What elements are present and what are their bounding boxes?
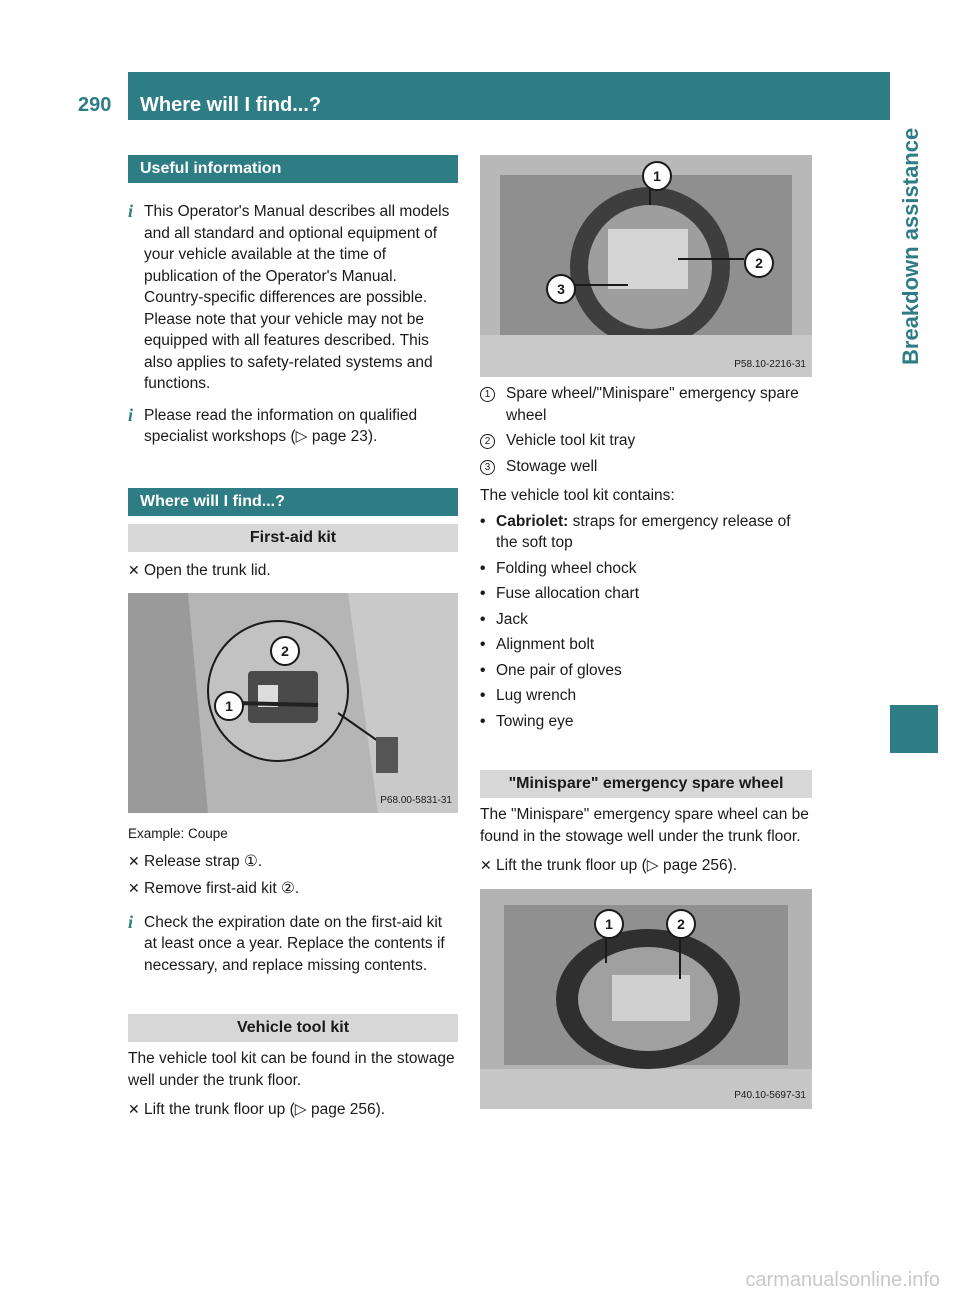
step-arrow-icon: ✕	[128, 1101, 140, 1117]
legend-text: Stowage well	[506, 457, 598, 475]
callout-2: 2	[270, 636, 300, 666]
step-arrow-icon: ✕	[128, 880, 140, 896]
subsection-heading-tool-kit: Vehicle tool kit	[128, 1014, 458, 1042]
tool-kit-text: The vehicle tool kit can be found in the stowage well under the trunk floor.	[128, 1050, 455, 1089]
instruction-step	[128, 560, 458, 582]
list-item	[480, 558, 812, 580]
bullet-icon: •	[480, 687, 486, 704]
instruction-step	[128, 851, 458, 873]
step-text: Open the trunk lid.	[144, 561, 271, 579]
info-note	[128, 912, 458, 977]
list-item	[480, 685, 812, 707]
list-item	[480, 711, 812, 733]
instruction-step	[480, 855, 812, 877]
step-arrow-icon: ✕	[128, 852, 140, 869]
step-arrow-icon: ✕	[480, 857, 492, 873]
minispare-text: The "Minispare" emergency spare wheel can be found in the stowage well under the trunk floor.	[480, 806, 809, 845]
section-heading-useful-information: Useful information	[128, 155, 458, 183]
info-text: Please read the information on qualified specialist workshops (▷ page 23).	[144, 406, 418, 445]
info-note	[128, 201, 458, 395]
bullet-icon: •	[480, 585, 486, 602]
list-item	[480, 634, 812, 656]
number-3-icon: 3	[480, 460, 495, 475]
step-text: Remove first-aid kit ②.	[144, 880, 300, 897]
bullet-icon: •	[480, 661, 486, 679]
list-item-text: One pair of gloves	[496, 661, 622, 679]
list-item-text: Towing eye	[496, 712, 574, 730]
list-item-text: Folding wheel chock	[496, 559, 637, 577]
list-item-text: Alignment bolt	[496, 636, 595, 653]
trunk-illustration	[128, 593, 458, 813]
legend-item	[480, 430, 812, 452]
callout-2: 2	[744, 248, 774, 278]
minispare-photo	[480, 889, 812, 1109]
watermark: carmanualsonline.info	[745, 1269, 940, 1291]
list-item-text: straps for emergency release of the soft top	[496, 512, 791, 551]
tool-kit-contents-list	[480, 511, 812, 733]
info-text: This Operator's Manual describes all models and all standard and optional equipment of your vehicle available at the time of publication of the Operator's Manual. Country-specific differences are possible. Please note that your vehicle may not be equipped with all features described. This also applies to safety-related systems and functions.	[144, 203, 450, 392]
callout-2: 2	[666, 909, 696, 939]
instruction-step	[128, 878, 458, 900]
bullet-icon: •	[480, 559, 486, 577]
list-item-label: Cabriolet:	[496, 512, 569, 530]
list-item	[480, 609, 812, 631]
photo-code: P58.10-2216-31	[734, 358, 806, 370]
page-number: 290	[78, 94, 112, 116]
list-item-text: Fuse allocation chart	[496, 585, 640, 602]
legend-list	[480, 383, 812, 477]
bullet-icon: •	[480, 610, 486, 628]
legend-text: Vehicle tool kit tray	[506, 432, 636, 449]
info-text: Check the expiration date on the first-aid kit at least once a year. Replace the contents if necessary, and replace missing contents.	[144, 913, 445, 974]
first-aid-kit-photo	[128, 593, 458, 813]
left-column	[128, 155, 458, 1121]
bullet-icon: •	[480, 712, 486, 730]
step-text: Lift the trunk floor up (▷ page 256).	[496, 857, 738, 874]
photo-code: P68.00-5831-31	[380, 794, 452, 806]
page-title: Where will I find...?	[140, 94, 322, 116]
callout-3: 3	[546, 274, 576, 304]
legend-text: Spare wheel/"Minispare" emergency spare wheel	[506, 385, 799, 424]
right-column	[480, 155, 812, 1109]
list-item-text: Lug wrench	[496, 687, 577, 704]
info-icon: i	[128, 911, 134, 932]
list-item	[480, 583, 812, 605]
callout-1: 1	[594, 909, 624, 939]
side-tab-marker	[890, 705, 938, 753]
instruction-step	[128, 1099, 458, 1121]
info-icon: i	[128, 201, 134, 221]
photo-caption: Example: Coupe	[128, 826, 228, 841]
list-item	[480, 511, 812, 554]
spare-wheel-illustration	[480, 889, 812, 1109]
callout-1: 1	[214, 691, 244, 721]
list-item-text: Jack	[496, 610, 528, 628]
callout-1: 1	[642, 161, 672, 191]
side-tab-label: Breakdown assistance	[898, 128, 923, 366]
number-1-icon: 1	[480, 387, 495, 402]
list-item	[480, 660, 812, 682]
photo-code: P40.10-5697-31	[734, 1090, 806, 1101]
subsection-heading-minispare: "Minispare" emergency spare wheel	[480, 770, 812, 798]
step-text: Lift the trunk floor up (▷ page 256).	[144, 1101, 386, 1118]
info-icon: i	[128, 404, 134, 425]
step-arrow-icon: ✕	[128, 561, 140, 578]
legend-item	[480, 456, 812, 478]
tool-kit-contents-intro: The vehicle tool kit contains:	[480, 487, 675, 504]
legend-item	[480, 383, 812, 426]
number-2-icon: 2	[480, 434, 495, 449]
bullet-icon: •	[480, 512, 486, 530]
section-heading-where: Where will I find...?	[128, 488, 458, 516]
info-note	[128, 405, 458, 448]
subsection-heading-first-aid: First-aid kit	[128, 524, 458, 552]
step-text: Release strap ①.	[144, 852, 263, 870]
bullet-icon: •	[480, 636, 486, 653]
tool-kit-photo	[480, 155, 812, 377]
